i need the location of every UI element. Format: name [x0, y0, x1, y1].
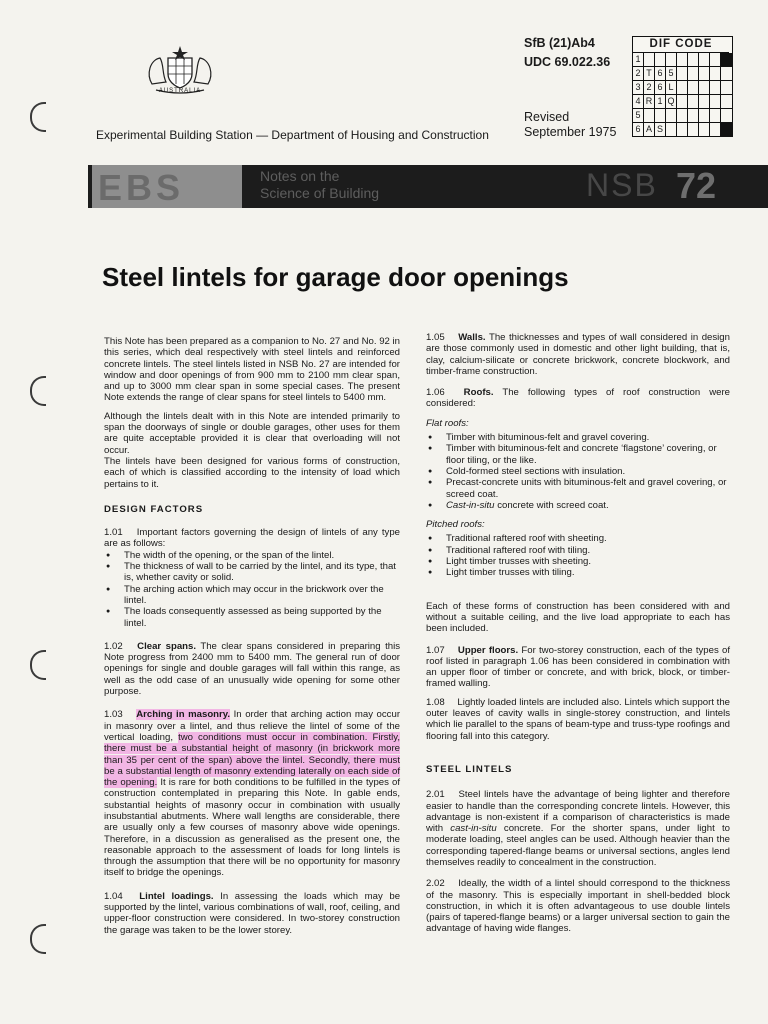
dif-code-cell: 1 [633, 53, 644, 66]
highlighted-text: two conditions must occur in combination. Firstly, there must be a substantial height of masonry (in brickwork more than 35 per cent of the span) above the lintel. Secondly, there must be a substantial length of masonry extending laterally on each side of the opening. [104, 731, 400, 789]
dif-code-cell [699, 81, 710, 94]
section-heading: DESIGN FACTORS [104, 503, 204, 515]
dif-code-cell [710, 53, 721, 66]
dif-code-cell: 5 [666, 67, 677, 80]
list-item: ● Traditional raftered roof with sheeting. [426, 533, 730, 544]
paragraph-text: The clear spans considered in preparing this Note progress from 2400 mm to 5400 mm. The general run of door openings for single and double garages will fall within this range, as well as the odd case of an unusually wide opening for some other purpose. [104, 640, 400, 698]
dif-code-cell: 2 [644, 81, 655, 94]
dif-code-cell [721, 95, 732, 108]
dif-code-cell: 3 [633, 81, 644, 94]
dif-code-cell [721, 81, 732, 94]
paragraph-number: 1.04 [104, 890, 123, 902]
paragraph-term: Walls. [458, 332, 486, 343]
dif-code-cell [655, 53, 666, 66]
dif-code-row [633, 81, 732, 95]
paragraph-text: In assessing the loads which may be supported by the lintel, various combinations of wall, roof, ceiling, and upper-floor construction were considered. In two-storey construction the garage was taken to be the lower storey. [104, 890, 401, 936]
list-item: ● Timber with bituminous-felt and concrete ‘flagstone’ covering, or floor tiling, or the like. [426, 443, 730, 466]
dif-code-cell [677, 123, 688, 136]
paragraph-number: 1.01 [104, 527, 123, 539]
list-item: ● Traditional raftered roof with tiling. [426, 545, 730, 556]
bullet-list [426, 432, 730, 511]
dif-code-cell [710, 95, 721, 108]
paragraph: Each of these forms of construction has been considered with and without a suitable ceiling, and the live load appropriate to each has been included. [426, 600, 730, 635]
dif-code-cell: 1 [655, 95, 666, 108]
dif-code-cell [688, 67, 699, 80]
dif-code-row [633, 53, 732, 67]
paragraph-term: Lintel loadings. [139, 890, 214, 902]
subheading-pitched-roofs: Pitched roofs: [426, 519, 485, 531]
binder-hole [30, 376, 46, 406]
paragraph-number: 2.02 [426, 878, 445, 890]
paragraph-text: It is rare for both conditions to be fulfilled in the types of construction contemplated in preparing this Note. In gable ends, substantial heights of masonry occur in combination with usually insubstantial abutments. Where wall lengths are considerable, there are usually only a few courses of masonry above wide openings. Therefore, in a discussion as generalised as the present one, the reasonable approach to the assessment of loads for long lintels is through the assumption that there will be no opportunity for masonry itself to bridge the openings. [104, 777, 400, 879]
dif-code-row [633, 109, 732, 123]
dif-code-row [633, 123, 732, 136]
dif-code-grid [632, 36, 733, 137]
note-number: 72 [676, 165, 717, 206]
paragraph: The lintels have been designed for various forms of construction, each of which is classified according to the intensity of load which pertains to it. [104, 455, 400, 490]
paragraph-text: Important factors governing the design of lintels of any type are as follows: [104, 527, 400, 550]
paragraph-1-07 [426, 645, 730, 690]
organisation-line: Experimental Building Station — Department of Housing and Construction [96, 128, 489, 142]
dif-code-cell [721, 67, 732, 80]
paragraph-text: concrete. For the shorter spans, under light to moderate loading, steel angles can be used. Although heavier than the corresponding tapered-flange beams or universal sections, angles lend themselves readily to concealment in the construction. [426, 823, 730, 868]
dif-code-cell [699, 53, 710, 66]
paragraph-number: 1.05 [426, 332, 445, 343]
sfb-code: SfB (21)Ab4 [524, 36, 595, 50]
italic-term: cast-in-situ [450, 823, 497, 835]
list-item-text: concrete with screed coat. [497, 499, 609, 511]
dif-code-cell: S [655, 123, 666, 136]
udc-code: UDC 69.022.36 [524, 55, 611, 69]
dif-code-cell [666, 53, 677, 66]
dif-code-cell [710, 67, 721, 80]
dif-code-cell [721, 53, 732, 66]
revised-date: September 1975 [524, 125, 617, 139]
paragraph-text: The following types of roof construction were considered: [426, 387, 730, 410]
dif-code-row [633, 67, 732, 81]
paragraph-1-04 [104, 891, 400, 936]
dif-code-cell [677, 81, 688, 94]
paragraph-1-01 [104, 527, 400, 550]
series-banner [88, 165, 768, 208]
dif-code-cell [677, 109, 688, 122]
paragraph-2-02 [426, 878, 730, 934]
paragraph-1-06 [426, 387, 730, 410]
paragraph-1-08 [426, 697, 730, 742]
list-item: ● Light timber trusses with tiling. [426, 567, 730, 578]
dif-code-cell [710, 81, 721, 94]
dif-code-cell [699, 67, 710, 80]
revision-info [524, 110, 616, 140]
paragraph-text: Ideally, the width of a lintel should correspond to the thickness of the masonry. This is especially important in shell-bedded block construction, in which it is often advantageous to use double lintels (pairs of tapered-flange beams) or a larger universal section to gain the advantage of having wide flanges. [426, 878, 730, 935]
paragraph-1-05 [426, 332, 730, 377]
dif-code-cell [688, 53, 699, 66]
paragraph-text: Steel lintels have the advantage of being lighter and therefore easier to handle than the corresponding concrete lintels. However, this advantage is non-existent if a comparison of characteristics is made with [426, 789, 730, 835]
bullet-list [426, 533, 730, 578]
paragraph: Although the lintels dealt with in this Note are intended primarily to span the doorways of single or double garages, other uses for them are quite acceptable provided it is clear that overloading will not occur. [104, 410, 400, 456]
list-item: ● The width of the opening, or the span of the lintel. [104, 550, 400, 561]
dif-code-cell [688, 123, 699, 136]
dif-code-cell [644, 109, 655, 122]
dif-code-cell: 6 [655, 81, 666, 94]
binder-hole [30, 650, 46, 680]
paragraph: This Note has been prepared as a companion to No. 27 and No. 92 in this series, which deal respectively with steel lintels and reinforced concrete lintels. The steel lintels listed in NSB No. 27 are intended for window and door openings of from 900 mm to 2100 mm clear span, and up to 3000 mm clear span in some special cases. The present Note extends the range of clear spans for steel lintels to 5400 mm. [104, 336, 400, 404]
page-title: Steel lintels for garage door openings [102, 262, 569, 292]
list-item: ● Timber with bituminous-felt and gravel covering. [426, 432, 730, 443]
list-item: ● The loads consequently assessed as being supported by the lintel. [104, 606, 400, 629]
list-item: ● Cold-formed steel sections with insulation. [426, 466, 730, 477]
dif-code-cell: A [644, 123, 655, 136]
dif-code-cell: 6 [655, 67, 666, 80]
paragraph-2-01 [426, 789, 730, 868]
series-name: EBS [98, 167, 185, 208]
dif-code-cell [644, 53, 655, 66]
classification-codes [524, 34, 610, 72]
dif-code-cell [699, 109, 710, 122]
highlighted-term: Arching in masonry. [136, 709, 231, 721]
subheading-flat-roofs: Flat roofs: [426, 417, 469, 429]
paragraph-text: Lightly loaded lintels are included also. Lintels which support the outer leaves of cavity walls in single-storey construction, and lintels which lie parallel to the spans of beam-type and truss-type roofings and flooring fall into this category. [426, 696, 730, 742]
dif-code-cell [699, 95, 710, 108]
paragraph-number: 2.01 [426, 789, 445, 801]
paragraph-number: 1.03 [104, 709, 123, 721]
nsb-label: NSB [586, 167, 658, 203]
dif-code-cell: 2 [633, 67, 644, 80]
dif-code-cell: Q [666, 95, 677, 108]
paragraph-number: 1.08 [426, 696, 445, 708]
paragraph-number: 1.06 [426, 387, 445, 399]
dif-code-cell: 5 [633, 109, 644, 122]
dif-code-cell: L [666, 81, 677, 94]
dif-code-cell: 6 [633, 123, 644, 136]
paragraph-number: 1.07 [426, 644, 445, 656]
dif-code-cell [721, 123, 732, 136]
series-subtitle-line: Notes on the [260, 168, 340, 184]
paragraph-term: Upper floors. [457, 644, 519, 656]
dif-code-cell [710, 109, 721, 122]
right-column [426, 332, 730, 942]
crest-label: AUSTRALIA [158, 88, 202, 94]
paragraph-text: The thicknesses and types of wall considered in design are those commonly used in domestic and other light building, that is, clay, calcium-silicate or concrete brickwork, concrete blockwork, and timber-frame construction. [426, 332, 730, 377]
list-item: ● Precast-concrete units with bituminous-felt and gravel covering, or screed coat. [426, 477, 730, 500]
paragraph-number: 1.02 [104, 640, 123, 652]
dif-code-cell [699, 123, 710, 136]
dif-code-cell [655, 109, 666, 122]
dif-code-cell: R [644, 95, 655, 108]
dif-code-cell: 4 [633, 95, 644, 108]
dif-code-cell [666, 123, 677, 136]
dif-code-cell [677, 53, 688, 66]
paragraph-1-02 [104, 641, 400, 697]
dif-code-cell [688, 81, 699, 94]
dif-code-title: DIF CODE [633, 37, 729, 53]
section-heading: STEEL LINTELS [426, 763, 513, 775]
paragraph-text: For two-storey construction, each of the types of roof listed in paragraph 1.06 has been considered in combination with an upper floor of timber or concrete, and with brick, block, or timber-framed walling. [426, 644, 730, 690]
dif-code-cell [677, 67, 688, 80]
dif-code-cell [721, 109, 732, 122]
dif-code-cell [666, 109, 677, 122]
paragraph-term: Roofs. [463, 387, 494, 399]
list-item: ● Light timber trusses with sheeting. [426, 556, 730, 567]
list-item [426, 500, 730, 511]
paragraph-1-03 [104, 709, 400, 878]
series-subtitle [260, 168, 440, 202]
paragraph-term: Clear spans. [137, 640, 197, 652]
series-subtitle-line: Science of Building [260, 185, 380, 201]
italic-term: Cast-in-situ [446, 499, 495, 511]
list-item: ● The thickness of wall to be carried by the lintel, and its type, that is, whether cavity or solid. [104, 561, 400, 584]
dif-code-cell [688, 95, 699, 108]
dif-code-cell [710, 123, 721, 136]
paragraph-text: In order that arching action may occur in masonry over a lintel, and thus relieve the lintel of some of the vertical loading, [104, 709, 401, 743]
bullet-list [104, 550, 400, 629]
dif-code-cell [677, 95, 688, 108]
dif-code-cell [688, 109, 699, 122]
dif-code-cell: T [644, 67, 655, 80]
binder-hole [30, 102, 46, 132]
binder-hole [30, 924, 46, 954]
list-item: ● The arching action which may occur in the brickwork over the lintel. [104, 584, 400, 607]
left-column [104, 336, 400, 943]
dif-code-row [633, 95, 732, 109]
revised-label: Revised [524, 110, 570, 124]
